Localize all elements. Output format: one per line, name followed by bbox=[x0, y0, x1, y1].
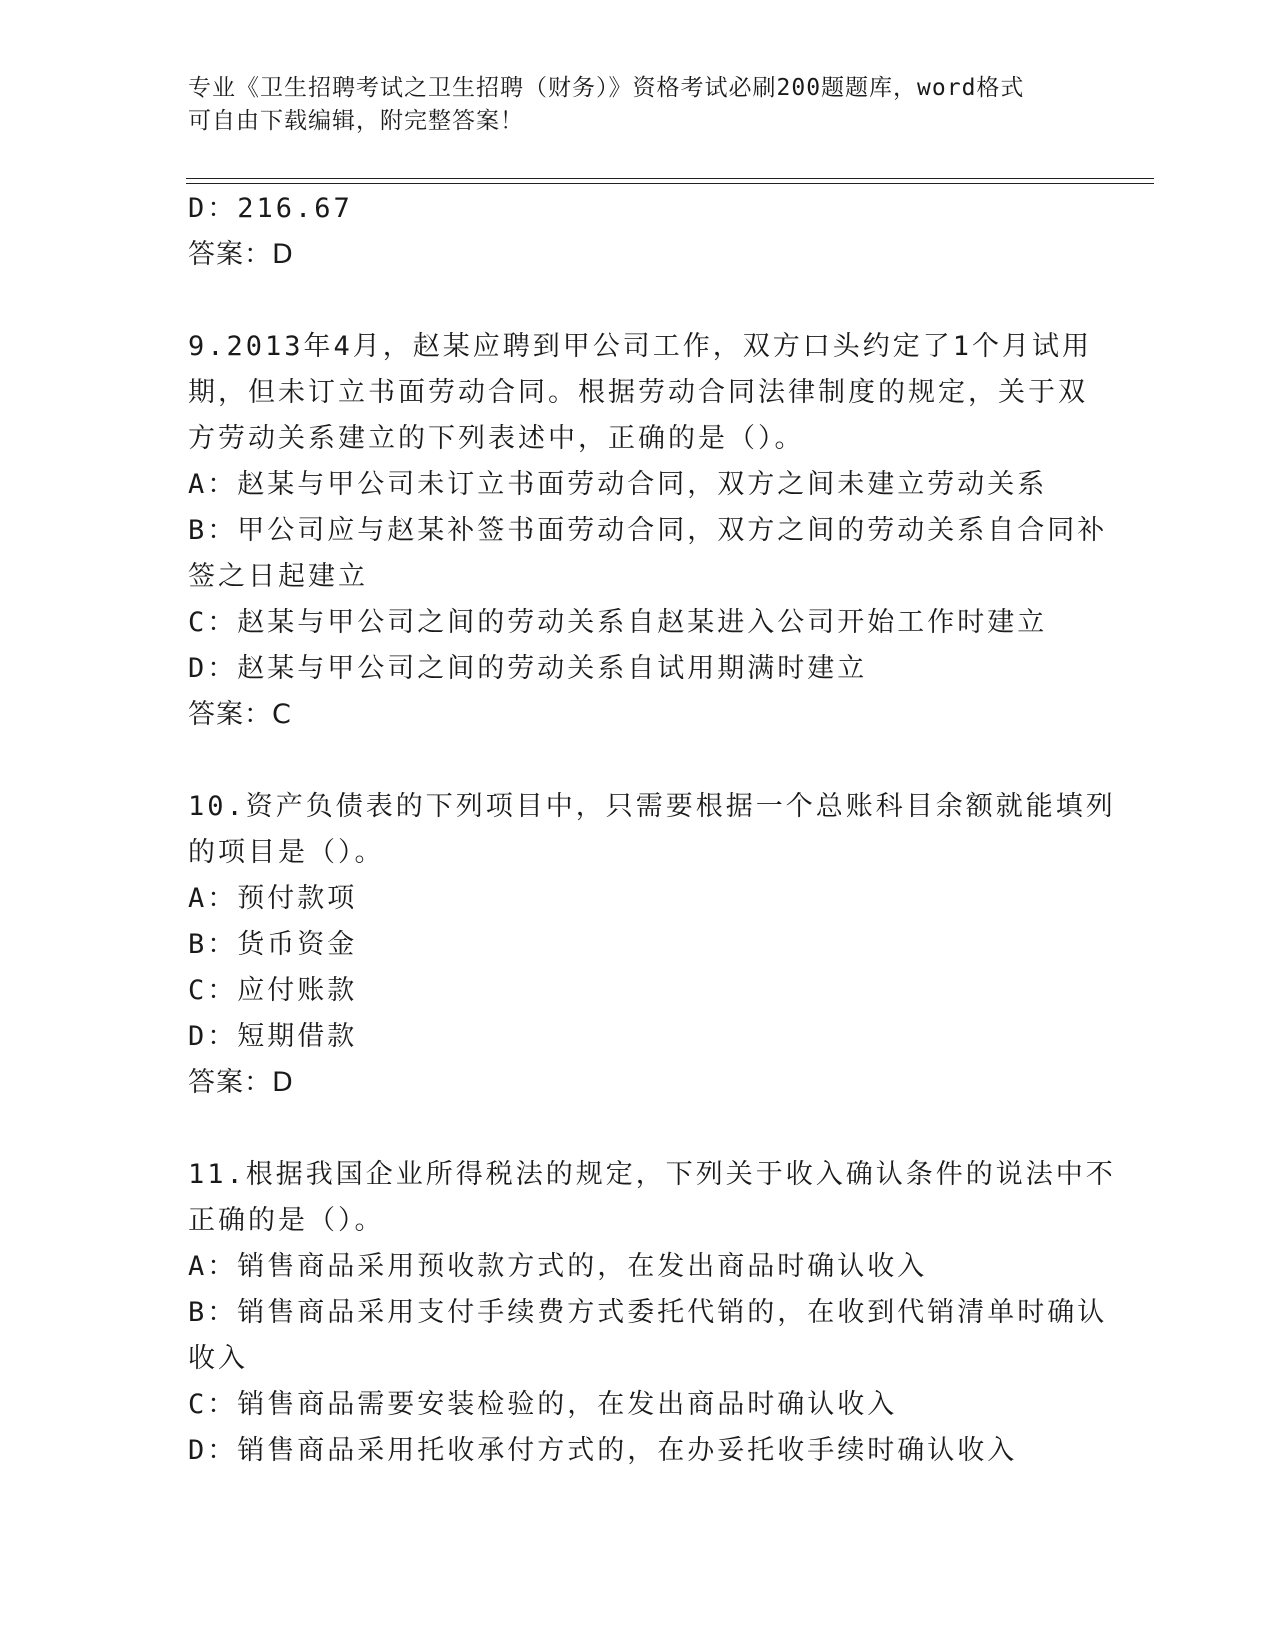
question-content bbox=[188, 186, 1116, 1474]
q9-option-b-line-1: B：甲公司应与赵某补签书面劳动合同，双方之间的劳动关系自合同补 bbox=[188, 515, 1108, 546]
q10-option-d: D：短期借款 bbox=[188, 1021, 358, 1052]
spacer bbox=[188, 738, 1088, 784]
q11-option-a: A：销售商品采用预收款方式的，在发出商品时确认收入 bbox=[188, 1251, 928, 1282]
q11-option-c: C：销售商品需要安装检验的，在发出商品时确认收入 bbox=[188, 1389, 898, 1420]
prev-option-d: D：216.67 bbox=[188, 193, 353, 224]
q11-option-b-line-1: B：销售商品采用支付手续费方式委托代销的，在收到代销清单时确认 bbox=[188, 1297, 1108, 1328]
q9-option-d: D：赵某与甲公司之间的劳动关系自试用期满时建立 bbox=[188, 653, 868, 684]
question-11 bbox=[188, 1152, 1116, 1474]
q11-option-d: D：销售商品采用托收承付方式的，在办妥托收手续时确认收入 bbox=[188, 1435, 1018, 1466]
question-10 bbox=[188, 784, 1116, 1106]
q11-stem-line-2: 正确的是（）。 bbox=[188, 1205, 385, 1236]
q10-stem-line-2: 的项目是（）。 bbox=[188, 837, 385, 868]
q9-option-b-line-2: 签之日起建立 bbox=[188, 561, 368, 592]
q9-option-a: A：赵某与甲公司未订立书面劳动合同，双方之间未建立劳动关系 bbox=[188, 469, 1048, 500]
q9-stem-line-1: 9.2013年4月，赵某应聘到甲公司工作，双方口头约定了1个月试用 bbox=[188, 331, 1093, 362]
q9-stem-line-3: 方劳动关系建立的下列表述中，正确的是（）。 bbox=[188, 423, 805, 454]
header-divider-top bbox=[186, 178, 1154, 179]
q11-stem-line-1: 11.根据我国企业所得税法的规定，下列关于收入确认条件的说法中不 bbox=[188, 1159, 1116, 1190]
header-line-2: 可自由下载编辑，附完整答案！ bbox=[188, 108, 524, 134]
q10-option-a: A：预付款项 bbox=[188, 883, 358, 914]
q10-answer: 答案：D bbox=[188, 1067, 294, 1098]
q9-option-c: C：赵某与甲公司之间的劳动关系自赵某进入公司开始工作时建立 bbox=[188, 607, 1048, 638]
spacer bbox=[188, 1106, 1088, 1152]
q9-answer: 答案：C bbox=[188, 699, 292, 730]
q10-option-b: B：货币资金 bbox=[188, 929, 358, 960]
header-line-1: 专业《卫生招聘考试之卫生招聘（财务）》资格考试必刷200题题库，word格式 bbox=[188, 75, 1025, 101]
page-header bbox=[188, 72, 1088, 138]
q9-stem-line-2: 期，但未订立书面劳动合同。根据劳动合同法律制度的规定，关于双 bbox=[188, 377, 1088, 408]
q10-stem-line-1: 10.资产负债表的下列项目中，只需要根据一个总账科目余额就能填列 bbox=[188, 791, 1116, 822]
prev-answer: 答案：D bbox=[188, 239, 294, 270]
header-divider-bottom bbox=[186, 183, 1154, 184]
spacer bbox=[188, 278, 1088, 324]
q10-option-c: C：应付账款 bbox=[188, 975, 358, 1006]
q11-option-b-line-2: 收入 bbox=[188, 1343, 248, 1374]
question-9 bbox=[188, 324, 1108, 738]
